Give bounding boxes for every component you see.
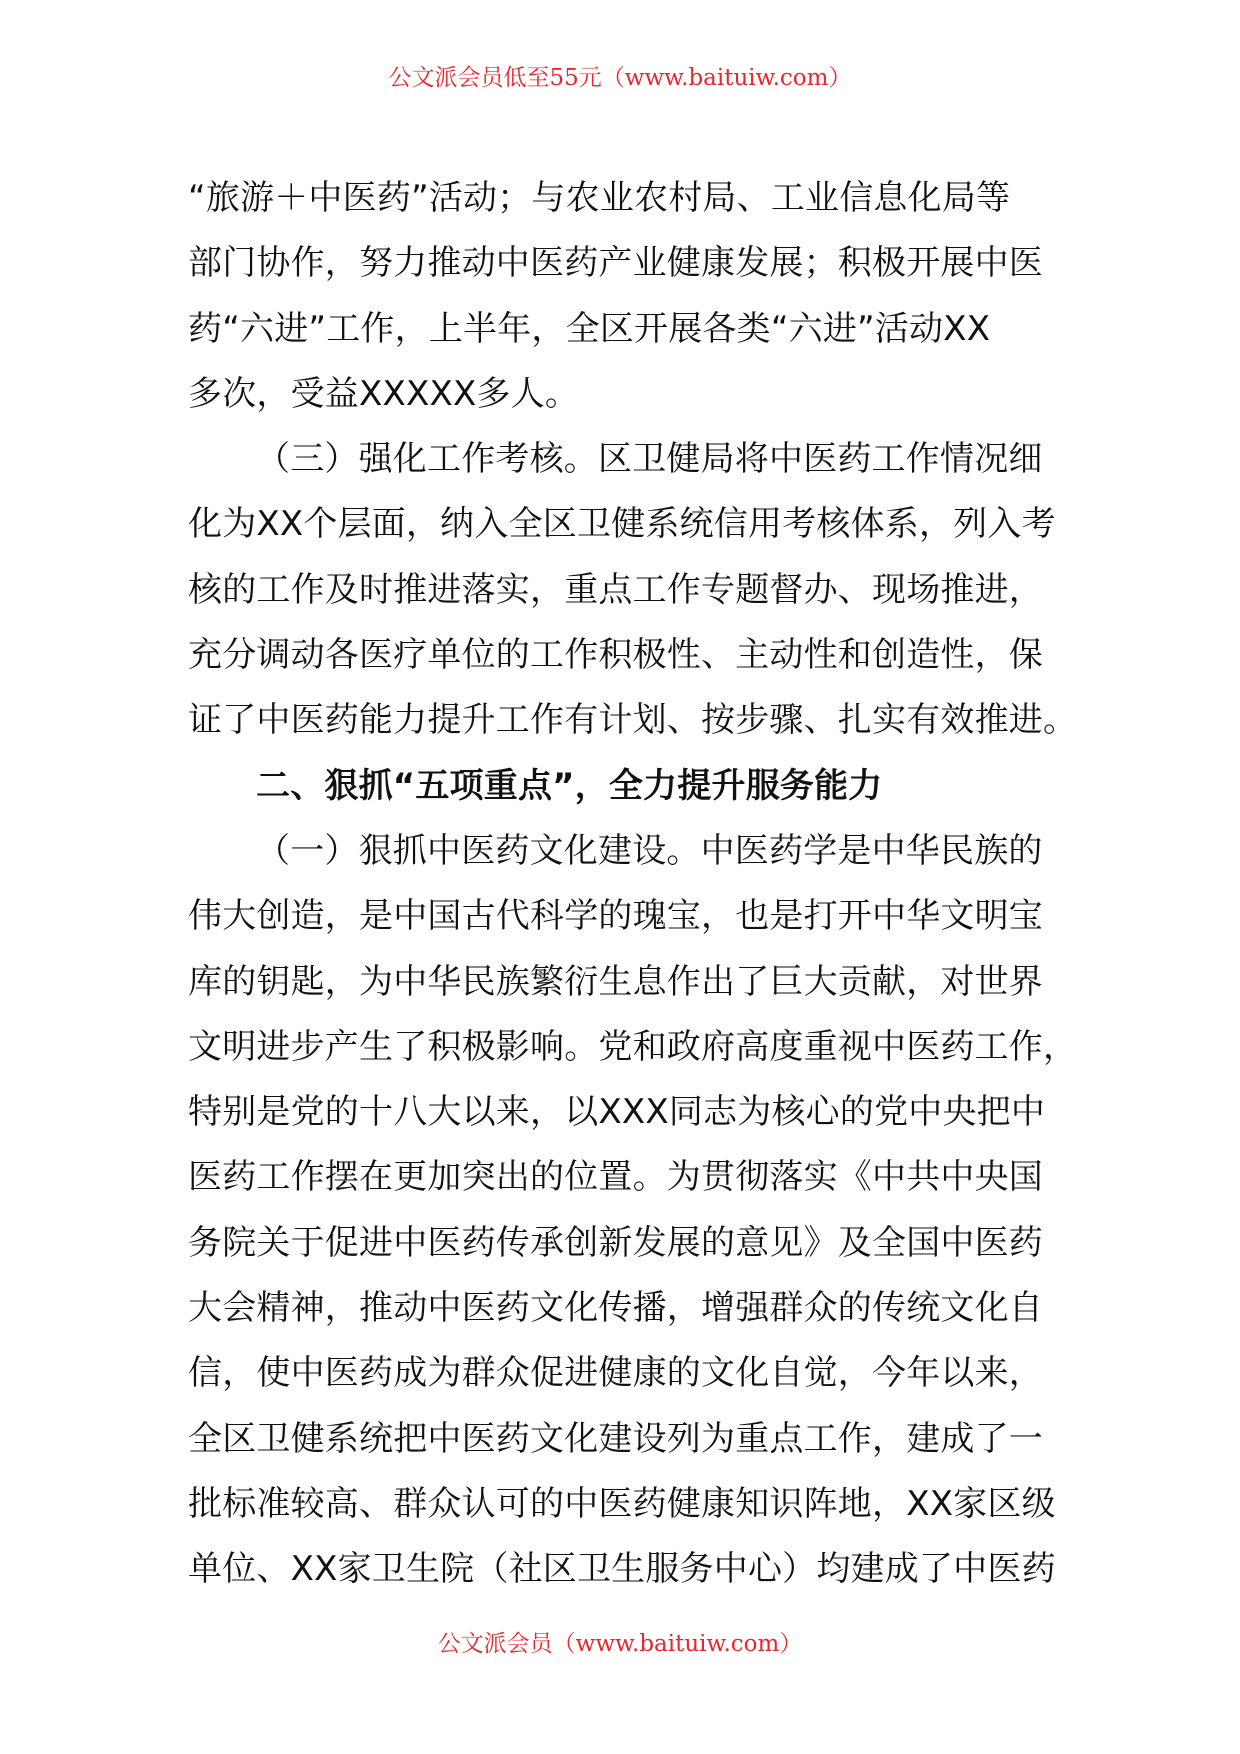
body-line: 务院关于促进中医药传承创新发展的意见》及全国中医药 [188,1222,1043,1263]
body-line: 化为XX个层面，纳入全区卫健系统信用考核体系，列入考 [188,504,1056,545]
document-body [188,166,1078,1603]
body-line: 药“六进”工作，上半年，全区开展各类“六进”活动XX [188,308,991,349]
body-line: 文明进步产生了积极影响。党和政府高度重视中医药工作， [188,1026,1078,1067]
body-line: 全区卫健系统把中医药文化建设列为重点工作，建成了一 [188,1418,1043,1459]
header-promo-link[interactable]: 公文派会员低至55元（www.baituiw.com） [388,65,852,91]
body-line: 证了中医药能力提升工作有计划、按步骤、扎实有效推进。 [188,700,1078,741]
body-line: 医药工作摆在更加突出的位置。为贯彻落实《中共中央国 [188,1157,1043,1198]
body-line: 信，使中医药成为群众促进健康的文化自觉，今年以来， [188,1353,1043,1394]
body-line: 特别是党的十八大以来，以XXX同志为核心的党中央把中 [188,1092,1046,1133]
section-heading: 二、狠抓“五项重点”，全力提升服务能力 [256,765,883,806]
body-line: 库的钥匙，为中华民族繁衍生息作出了巨大贡献，对世界 [188,961,1043,1002]
body-line: 多次，受益XXXXX多人。 [188,373,580,414]
body-line: 部门协作，努力推动中医药产业健康发展；积极开展中医 [188,243,1043,284]
body-line: 核的工作及时推进落实，重点工作专题督办、现场推进， [188,569,1043,610]
body-line: 充分调动各医疗单位的工作积极性、主动性和创造性，保 [188,635,1043,676]
body-line: 伟大创造，是中国古代科学的瑰宝，也是打开中华文明宝 [188,896,1043,937]
body-line: 单位、XX家卫生院（社区卫生服务中心）均建成了中医药 [188,1549,1056,1590]
footer-promo-link[interactable]: 公文派会员（www.baituiw.com） [437,1631,803,1657]
body-line: （一）狠抓中医药文化建设。中医药学是中华民族的 [256,830,1043,871]
body-line: 批标准较高、群众认可的中医药健康知识阵地，XX家区级 [188,1483,1056,1524]
body-line: “旅游＋中医药”活动；与农业农村局、工业信息化局等 [188,178,1011,218]
body-line: 大会精神，推动中医药文化传播，增强群众的传统文化自 [188,1288,1043,1329]
body-line: （三）强化工作考核。区卫健局将中医药工作情况细 [256,439,1043,480]
